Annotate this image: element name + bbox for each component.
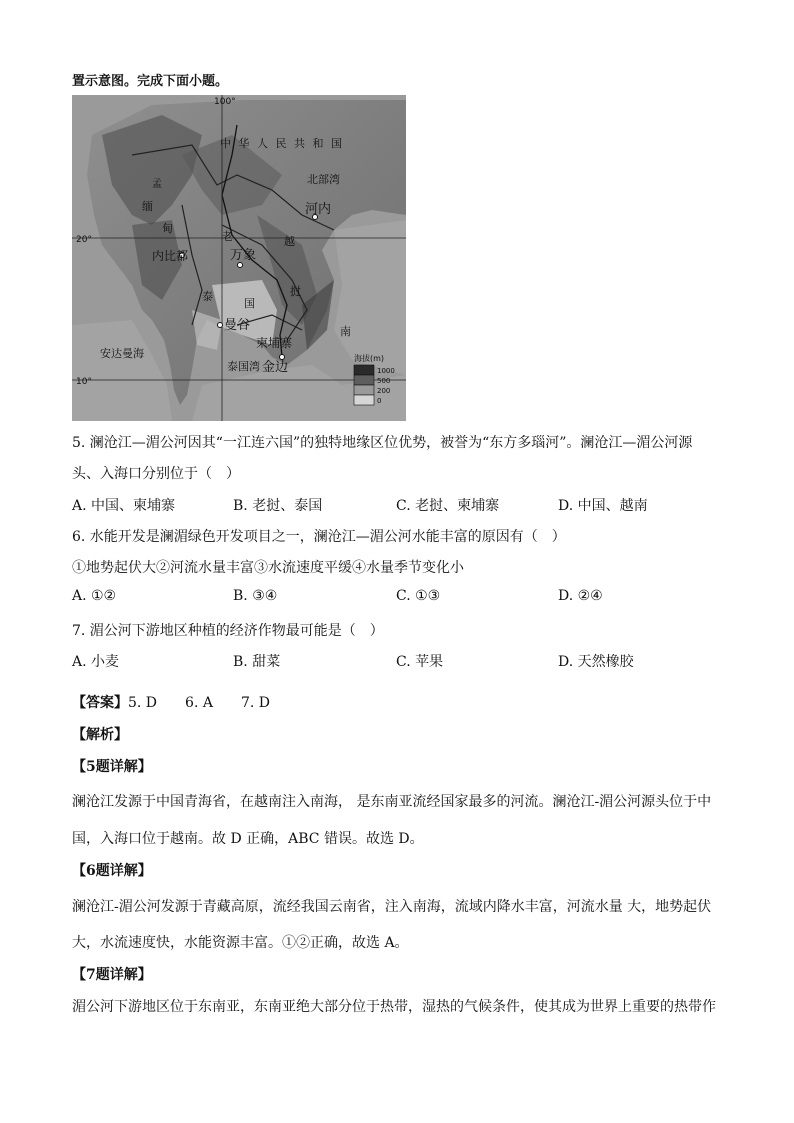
detail-6-line1: 澜沧江-湄公河发源于青藏高原，流经我国云南省，注入南海，流域内降水丰富，河流水量 大，地势起伏 [72,899,712,915]
q6-option-d: D. ②④ [558,588,603,604]
map-label-guo: 国 [244,297,255,310]
answer-tag: 【答案】 [72,695,128,711]
map-label-tai: 泰 [202,290,213,303]
map-label-lao: 老 [222,230,233,243]
map-lon-label: 100° [214,97,236,107]
map-label-naypyidaw: 内比都 [152,249,189,263]
legend-title: 海拔(m) [354,354,385,363]
map-label-phnompenh: 金边 [262,360,289,375]
q5-stem-line1: 5. 澜沧江—湄公河因其“一江连六国”的独特地缘区位优势，被誉为“东方多瑙河”。澜沧江—湄公河源 [72,435,693,451]
legend-500: 500 [377,377,391,385]
q6-option-a: A. ①② [72,588,117,604]
analysis-tag: 【解析】 [72,727,128,743]
detail-5-line2: 国，入海口位于越南。故 D 正确，ABC 错误。故选 D。 [72,831,424,847]
map-label-bo: 孟 [152,179,162,190]
detail-7-line1: 湄公河下游地区位于东南亚，东南亚绝大部分位于热带，湿热的气候条件，使其成为世界上重要的热带作 [72,999,716,1015]
detail-5-tag: 【5题详解】 [72,759,152,775]
map-label-hanoi: 河内 [305,202,332,217]
mekong-map [72,95,406,421]
map-label-mian: 缅 [142,200,153,213]
legend-0: 0 [377,397,382,405]
detail-7-tag: 【7题详解】 [72,967,152,983]
q7-stem: 7. 湄公河下游地区种植的经济作物最可能是（ ） [72,623,384,639]
q7-option-d: D. 天然橡胶 [558,654,634,670]
q6-option-c: C. ①③ [396,588,441,604]
q6-stem-line2: ①地势起伏大②河流水量丰富③水流速度平缓④水量季节变化小 [72,560,464,576]
answer-line [72,692,270,712]
q6-option-b: B. ③④ [233,588,278,604]
map-lat-10-label: 10° [76,377,92,387]
q7-option-a: A. 小麦 [72,654,120,670]
legend-1000: 1000 [377,367,395,375]
q7-option-b: B. 甜菜 [233,654,281,670]
map-label-vientiane: 万象 [230,248,257,263]
q5-stem-line2: 头、入海口分别位于（ ） [72,466,240,482]
map-image [72,95,406,421]
map-label-dian: 甸 [162,222,173,235]
map-label-bangkok: 曼谷 [224,318,251,333]
map-label-beibuwan: 北部湾 [307,173,340,186]
answer-text: 5. D 6. A 7. D [128,695,270,711]
map-label-cambodia: 柬埔寨 [256,336,293,350]
q5-option-b: B. 老挝、泰国 [233,498,323,514]
q7-option-c: C. 苹果 [396,654,444,670]
q5-option-c: C. 老挝、柬埔寨 [396,498,500,514]
q5-option-a: A. 中国、柬埔寨 [72,498,176,514]
q6-stem-line1: 6. 水能开发是澜湄绿色开发项目之一，澜沧江—湄公河水能丰富的原因有（ ） [72,529,566,545]
detail-5-line1: 澜沧江发源于中国青海省，在越南注入南海， 是东南亚流经国家最多的河流。澜沧江-湄公河源头位于中 [72,794,712,810]
intro-text: 置示意图。完成下面小题。 [72,74,229,89]
detail-6-line2: 大，水流速度快，水能资源丰富。①②正确，故选 A。 [72,935,409,951]
map-label-yue: 越 [284,235,295,248]
legend-200: 200 [377,387,391,395]
map-label-wo: 挝 [290,285,301,298]
map-label-china: 中 华 人 民 共 和 国 [220,137,344,150]
q5-option-d: D. 中国、越南 [558,498,648,514]
detail-6-tag: 【6题详解】 [72,863,152,879]
map-lat-20-label: 20° [76,235,92,245]
map-label-nan: 南 [340,325,351,338]
map-label-thaigulf: 泰国湾 [227,360,260,373]
map-label-andaman: 安达曼海 [100,347,144,360]
